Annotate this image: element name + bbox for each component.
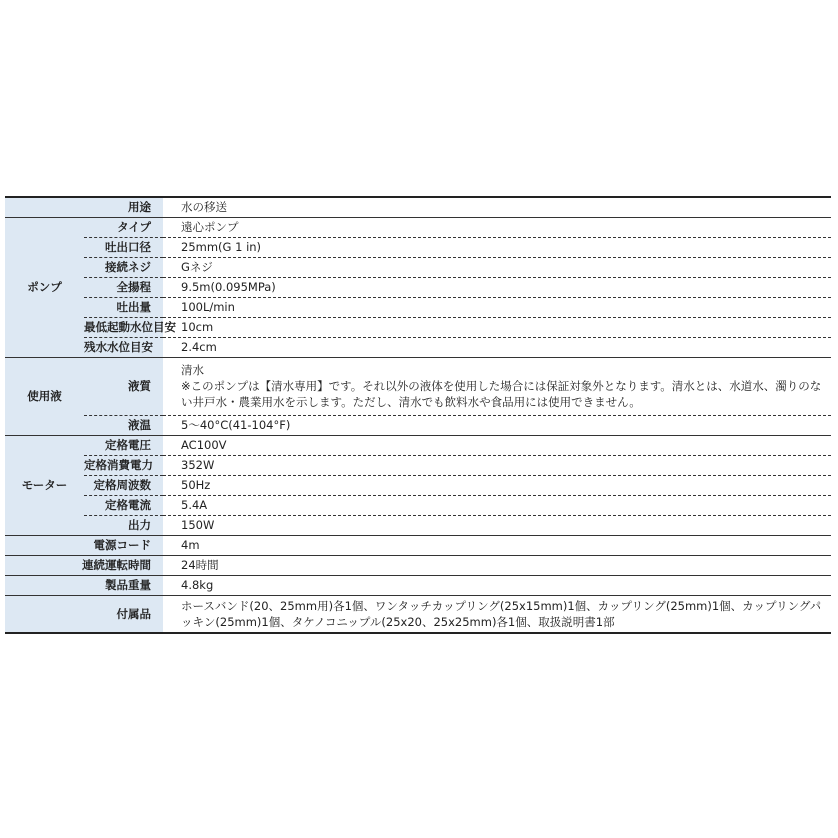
spec-value: 50Hz <box>163 475 831 495</box>
row-motor-frequency <box>5 475 831 495</box>
liquid-temp-value: 5～40°C(41-104°F) <box>163 415 831 435</box>
spec-label: 出力 <box>84 515 163 535</box>
row-liquid-temp <box>5 415 831 435</box>
continuous-value: 24時間 <box>163 555 831 575</box>
spec-value: 9.5m(0.095MPa) <box>163 277 831 297</box>
spec-label: 定格消費電力 <box>84 455 163 475</box>
spec-label: 定格電流 <box>84 495 163 515</box>
row-pump-residual <box>5 337 831 357</box>
row-cord <box>5 535 831 555</box>
spec-value: 2.4cm <box>163 337 831 357</box>
spec-label: 最低起動水位目安 <box>84 317 163 337</box>
spec-label: 定格周波数 <box>84 475 163 495</box>
row-continuous <box>5 555 831 575</box>
row-motor-power <box>5 455 831 475</box>
row-weight <box>5 575 831 595</box>
spec-value: Gネジ <box>163 257 831 277</box>
spec-value: 25mm(G 1 in) <box>163 237 831 257</box>
spec-label: 吐出口径 <box>84 237 163 257</box>
liquid-quality-label: 液質 <box>84 357 163 415</box>
row-liquid-quality <box>5 357 831 415</box>
use-value: 水の移送 <box>163 197 831 217</box>
row-motor-current <box>5 495 831 515</box>
row-pump-thread <box>5 257 831 277</box>
spec-value: AC100V <box>163 435 831 455</box>
row-use <box>5 197 831 217</box>
row-pump-head <box>5 277 831 297</box>
spec-label: 吐出量 <box>84 297 163 317</box>
spec-label: 接続ネジ <box>84 257 163 277</box>
row-motor-output <box>5 515 831 535</box>
motor-category: モーター <box>5 435 84 535</box>
row-pump-min-level <box>5 317 831 337</box>
liquid-quality-note: ※このポンプは【清水専用】です。それ以外の液体を使用した場合には保証対象外となります。清水とは、水道水、濁りのない井戸水・農業用水を示します。ただし、清水でも飲料水や食品用には使用できません。 <box>181 379 822 409</box>
row-motor-voltage <box>5 435 831 455</box>
row-pump-type <box>5 217 831 237</box>
row-pump-outlet <box>5 237 831 257</box>
liquid-quality-line1: 清水 <box>181 363 204 377</box>
row-pump-flow <box>5 297 831 317</box>
spec-label: タイプ <box>84 217 163 237</box>
spec-value: 150W <box>163 515 831 535</box>
spec-label: 残水水位目安 <box>84 337 163 357</box>
spec-value: 5.4A <box>163 495 831 515</box>
weight-label: 製品重量 <box>5 575 163 595</box>
spec-value: 100L/min <box>163 297 831 317</box>
continuous-label: 連続運転時間 <box>5 555 163 575</box>
liquid-quality-value <box>163 357 831 415</box>
cord-value: 4m <box>163 535 831 555</box>
spec-value: 遠心ポンプ <box>163 217 831 237</box>
spec-table <box>5 196 831 634</box>
spec-value: 10cm <box>163 317 831 337</box>
cord-label: 電源コード <box>5 535 163 555</box>
spec-value: 352W <box>163 455 831 475</box>
use-label: 用途 <box>5 197 163 217</box>
accessories-label: 付属品 <box>5 595 163 633</box>
accessories-value: ホースバンド(20、25mm用)各1個、ワンタッチカップリング(25x15mm)1個、カップリング(25mm)1個、カップリングパッキン(25mm)1個、タケノコニップル(25x20、25x25mm)各1個、取扱説明書1部 <box>181 598 822 629</box>
pump-category: ポンプ <box>5 217 84 357</box>
weight-value: 4.8kg <box>163 575 831 595</box>
spec-label: 全揚程 <box>84 277 163 297</box>
row-accessories <box>5 595 831 633</box>
spec-label: 定格電圧 <box>84 435 163 455</box>
liquid-category: 使用液 <box>5 357 84 435</box>
liquid-temp-label: 液温 <box>84 415 163 435</box>
